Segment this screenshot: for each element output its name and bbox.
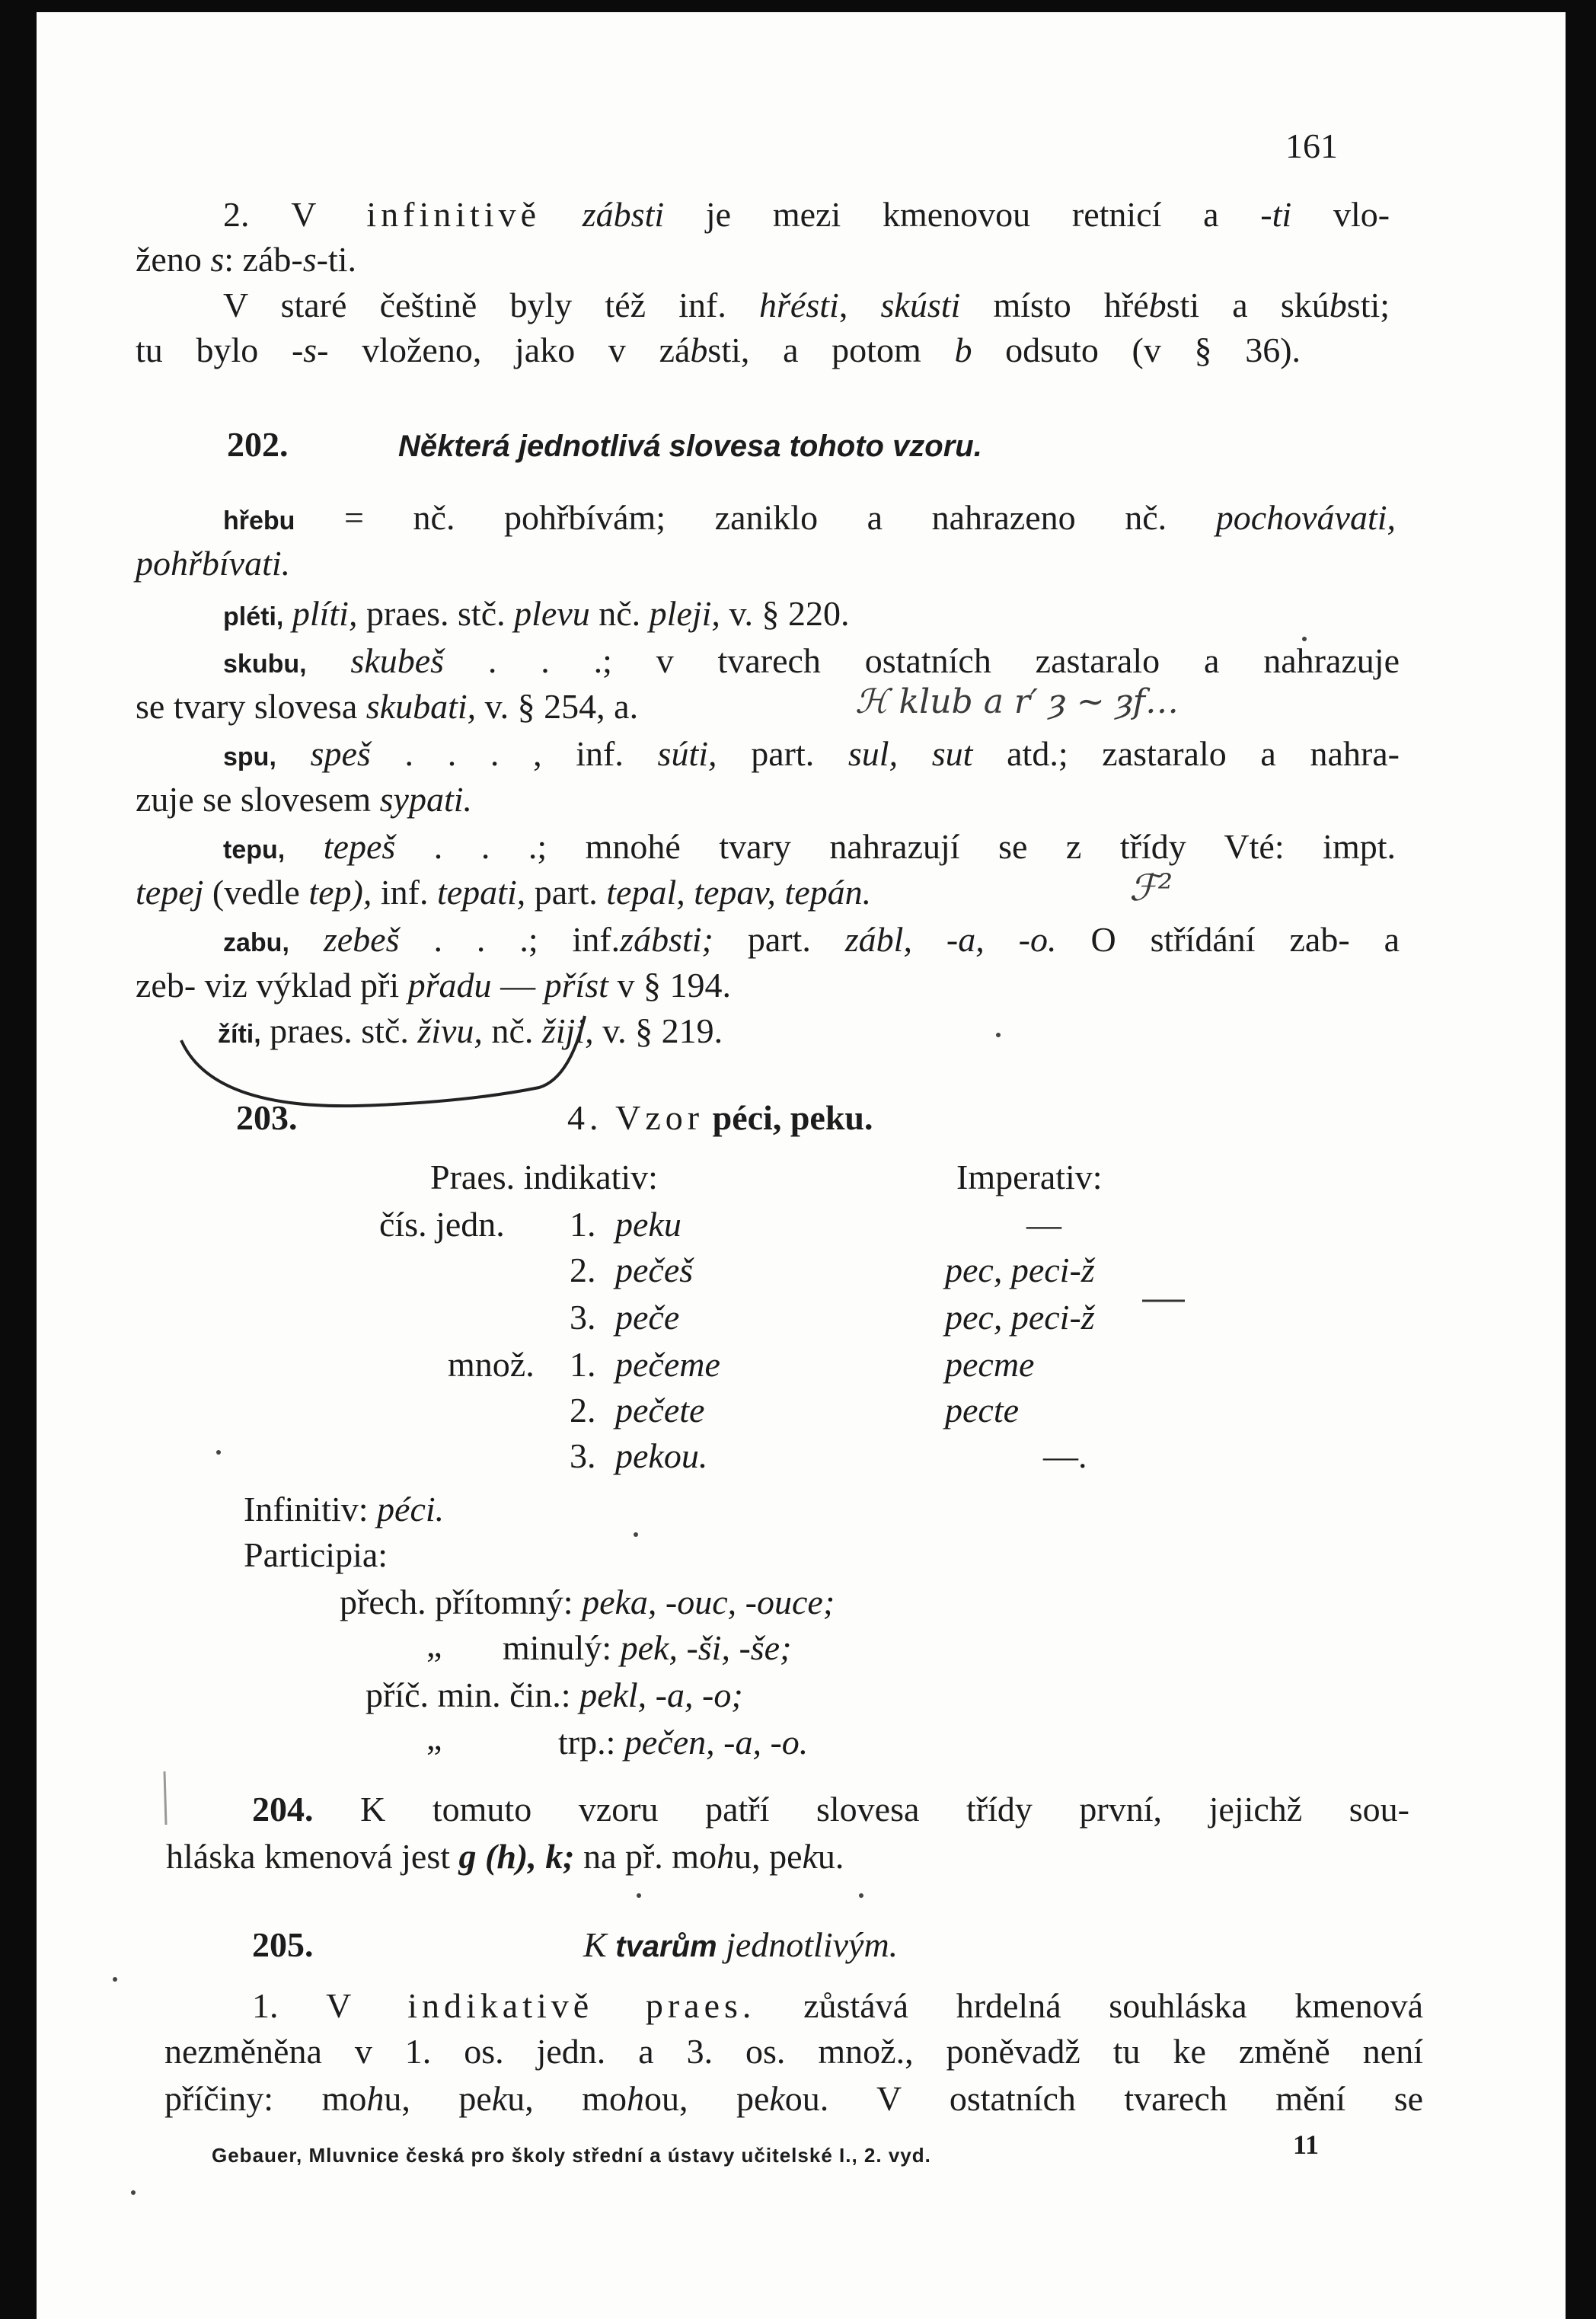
text-run: nč. [491,1011,534,1050]
italic-term: pekl, -a, -o; [579,1675,743,1714]
footer-citation: Gebauer, Mluvnice česká pro školy střední a ústavy učitelské I., 2. vyd. [212,2144,931,2167]
italic-term: zábsti; [620,920,713,959]
scan-speck [216,1450,221,1455]
text-run: sti; [1346,286,1390,324]
pencil-underline-curve [181,1016,585,1106]
text-run: sti, a potom [707,331,921,369]
text-run: u. [817,1837,844,1876]
text-run: péci, peku. [712,1098,873,1137]
paradigm-head-indicative: Praes. indikativ: [430,1158,658,1196]
paradigm-row-num: 1. [570,1205,596,1244]
italic-term: tepati, [436,873,526,912]
text-run: zeb- viz výklad při [136,966,400,1005]
text-run: . . .; v tvarech ostatních zastaralo a nahrazuje [487,641,1400,680]
text-run: praes. stč. [365,594,506,633]
italic-term: tepal, tepav, tepán. [606,873,872,912]
entry-hrebu-line-2: pohřbívati. [136,544,291,583]
text-run: se tvary slovesa [136,687,358,726]
paradigm-row-imp: pecme [945,1345,1035,1384]
italic-term: pečen, -a, -o. [624,1723,809,1762]
text-run: nč. [598,594,641,633]
text-run: zuje se slovesem [136,780,372,819]
paradigm-row-form: pečete [615,1391,705,1429]
italic-term: b [1148,286,1167,324]
text-run: part. [534,873,598,912]
text-run: zůstává hrdelná souhláska kmenová [803,1986,1423,2025]
italic-term: zábl, -a, -o. [844,920,1057,959]
paradigm-row-imp: pecte [945,1391,1020,1429]
italic-term: tepej [136,873,204,912]
text-run: místo hřé [993,286,1149,324]
scan-speck [634,1532,638,1537]
paradigm-row-form: pekou. [615,1436,708,1475]
scan-speck [113,1977,117,1982]
italic-term: žiji, [541,1011,594,1050]
pencil-marks [37,12,1566,2319]
italic-term: s [210,240,225,279]
participle-4-quote: „ [426,1718,442,1757]
text-run: příč. min. čin.: [365,1675,571,1714]
scan-border-left [0,0,37,2319]
italic-term: jednotlivým. [726,1925,899,1964]
italic-term: k [491,2079,508,2118]
italic-term: -s- [291,331,329,369]
italic-term: plevu [514,594,590,633]
italic-term: pek, -ši, -še; [620,1628,792,1667]
para-2-spaced-term: V infinitivě [291,195,541,234]
entry-headword: žíti, [218,1020,261,1049]
italic-term: tvarům [615,1930,717,1963]
para-2-number: 2. [223,195,250,234]
italic-term: skubeš [350,641,445,680]
italic-term: příst [544,966,608,1005]
paradigm-row-imp: — [1026,1205,1061,1244]
text-run: ou, pe [643,2079,770,2118]
section-204-number: 204. [252,1790,314,1829]
italic-term: hřésti [759,286,839,324]
text-run: sti a skú [1166,286,1329,324]
italic-term: živu, [417,1011,483,1050]
entry-headword: skubu, [223,650,307,679]
italic-term: h [626,2079,644,2118]
text-run: V staré češtině byly též inf. [223,286,726,324]
italic-term: skústi [880,286,961,324]
italic-term: h [717,1837,735,1876]
italic-term: skubati, [365,687,477,726]
italic-term: -ti [1260,195,1292,234]
italic-term: k [769,2079,785,2118]
italic-term: sul, sut [847,734,973,773]
text-run: je mezi kmenovou retnicí a [705,195,1219,234]
entry-headword: pléti, [223,602,284,631]
text-run: na př. mo [583,1837,717,1876]
text-run: inf. [380,873,429,912]
page-number: 161 [1285,126,1338,165]
entry-headword: zabu, [223,928,289,957]
section-205-number: 205. [252,1925,314,1964]
paradigm-head-imperative: Imperativ: [956,1158,1103,1196]
paradigm-row-form: peku [615,1205,681,1244]
scan-border-top [0,0,1596,12]
italic-term: peka, -ouc, -ouce; [582,1583,835,1621]
text-run: v § 194. [617,966,731,1005]
text-run: (vedle [212,873,300,912]
text-run: u, pe [734,1837,803,1876]
text-run: vloženo, jako v zá [362,331,691,369]
text-run: Infinitiv: [244,1490,369,1528]
italic-term: k [802,1837,818,1876]
italic-term: sypati. [379,780,473,819]
text-run: . . .; inf. [433,920,621,959]
text-run: tu bylo [136,331,259,369]
text-run: ou. V ostatních tvarech mění se [784,2079,1424,2118]
italic-term: tep), [308,873,372,912]
paradigm-row-form: pečeš [615,1251,694,1289]
text-run: : záb- [224,240,303,279]
scan-border-right [1566,0,1596,2319]
paradigm-label-plural: množ. [448,1345,535,1384]
scan-speck [859,1893,863,1898]
text-run: 1. [252,1986,279,2025]
text-run: v. § 254, a. [484,687,639,726]
handwritten-note-2: ℱ² [1129,867,1173,909]
italic-term: b [954,331,972,369]
paradigm-row-num: 1. [570,1345,596,1384]
entry-headword: hřebu [223,506,295,535]
handwritten-note-1: ℋ klub a r′ ȝ ~ ȝf… [855,682,1179,721]
text-run: atd.; zastaralo a nahra- [1007,734,1400,773]
scan-speck [1302,637,1307,641]
text-run: nezměněna v 1. os. jedn. a 3. os. množ., poněvadž tu ke změně není [164,2032,1423,2071]
italic-term: tepeš [323,827,396,866]
text-run: K tomuto vzoru patří slovesa třídy první, jejichž sou- [360,1790,1409,1829]
text-run: trp.: [558,1723,616,1762]
paradigm-row-num: 3. [570,1436,596,1475]
text-run: 4. Vzor [567,1098,704,1137]
text-run: part. [747,920,811,959]
spaced-term: V indikativě praes. [326,1986,756,2025]
section-202-number: 202. [227,425,289,464]
italic-term: péci. [377,1490,445,1528]
text-run: . . .; mnohé tvary nahrazují se z třídy Vté: impt. [433,827,1396,866]
section-203-number: 203. [236,1098,298,1137]
italic-term: súti, [657,734,717,773]
italic-term: b [1329,286,1347,324]
italic-term: b [690,331,708,369]
italic-term: h [366,2079,385,2118]
text-run: — [500,966,536,1005]
text-run: příčiny: mo [164,2079,367,2118]
italic-term: speš [310,734,371,773]
italic-term: pochovávati, [1215,498,1396,537]
text-run: hláska kmenová jest [166,1837,451,1876]
text-run: ženo [136,240,202,279]
participia-label: Participia: [244,1535,388,1574]
text-run: přech. přítomný: [340,1583,573,1621]
text-run: u, mo [507,2079,627,2118]
footer-sheet-number: 11 [1293,2129,1320,2160]
paradigm-row-imp: —. [1043,1436,1087,1475]
participle-2-quote: „ [426,1625,442,1664]
text-run: v. § 220. [729,594,850,633]
paradigm-row-imp: pec, peci-ž [945,1298,1095,1337]
italic-term: K [583,1925,607,1964]
text-run: . . . , inf. [404,734,624,773]
paradigm-row-imp: pec, peci-ž [945,1251,1095,1289]
scan-speck [131,2190,136,2195]
text-run: O střídání zab- a [1090,920,1400,959]
italic-term: zebeš [323,920,400,959]
italic-term: pleji, [649,594,720,633]
italic-term: s [302,240,317,279]
scan-speck [996,1033,1001,1037]
pencil-vertical-stroke [164,1771,166,1825]
text-run: praes. stč. [270,1011,409,1050]
text-run: odsuto (v § 36). [1005,331,1301,369]
section-202-title: Některá jednotlivá slovesa tohoto vzoru. [398,430,982,463]
paradigm-label-singular: čís. jedn. [379,1205,505,1244]
paradigm-row-num: 2. [570,1251,596,1289]
text-run: v. § 219. [602,1011,723,1050]
text-run: -ti. [316,240,356,279]
text-run: u, pe [384,2079,492,2118]
italic-term: plíti, [292,594,358,633]
italic-term: přadu [407,966,492,1005]
italic-term: zábsti [582,195,665,234]
entry-headword: spu, [223,743,276,771]
scan-speck [637,1893,641,1898]
text-run: = nč. pohřbívám; zaniklo a nahrazeno nč. [344,498,1167,537]
text-run: part. [751,734,815,773]
paradigm-row-form: pečeme [615,1345,720,1384]
paradigm-row-form: peče [615,1298,680,1337]
paradigm-row-num: 2. [570,1391,596,1429]
book-page [37,12,1566,2319]
text-run: vlo- [1333,195,1390,234]
text-run: minulý: [503,1628,612,1667]
text-run: , [838,286,848,324]
paradigm-row-num: 3. [570,1298,596,1337]
entry-headword: tepu, [223,835,286,864]
italic-term: g (h), k; [458,1837,575,1876]
